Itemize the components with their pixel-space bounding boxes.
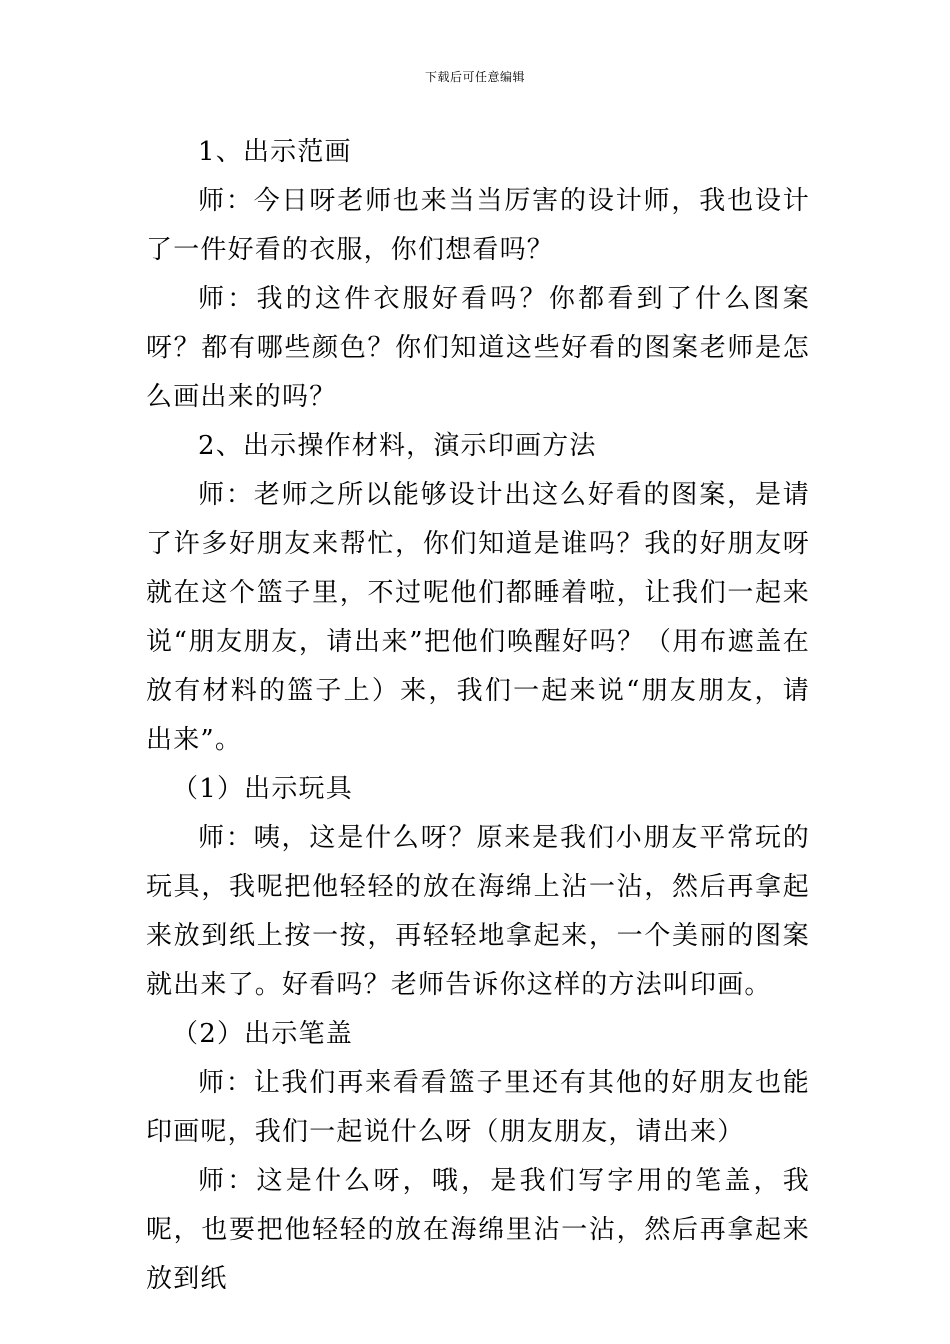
paragraph: 师：我的这件衣服好看吗？你都看到了什么图案呀？都有哪些颜色？你们知道这些好看的图案老师是怎么画出来的吗？ [146, 284, 810, 412]
subheading-show-toys: （1）出示玩具 [172, 774, 353, 804]
paragraph: 师：今日呀老师也来当当厉害的设计师，我也设计了一件好看的衣服，你们想看吗？ [146, 186, 810, 265]
subheading-show-pen-caps: （2）出示笔盖 [172, 1019, 353, 1049]
heading-show-sample: 1、出示范画 [198, 137, 352, 167]
heading-show-materials: 2、出示操作材料，演示印画方法 [198, 431, 597, 461]
page-header: 下载后可任意编辑 [424, 70, 525, 84]
paragraph: 师：咦，这是什么呀？原来是我们小朋友平常玩的玩具，我呢把他轻轻的放在海绵上沾一沾，然后再拿起来放到纸上按一按，再轻轻地拿起来，一个美丽的图案就出来了。好看吗？老师告诉你这样的方法叫印画。 [146, 823, 810, 1000]
paragraph: 师：让我们再来看看篮子里还有其他的好朋友也能印画呢，我们一起说什么呀（朋友朋友，请出来） [146, 1068, 810, 1147]
document-body [146, 128, 810, 1304]
paragraph: 师：老师之所以能够设计出这么好看的图案，是请了许多好朋友来帮忙，你们知道是谁吗？我的好朋友呀就在这个篮子里，不过呢他们都睡着啦，让我们一起来说“朋友朋友，请出来”把他们唤醒好吗？（用布遮盖在放有材料的篮子上）来，我们一起来说“朋友朋友，请出来”。 [146, 480, 810, 755]
paragraph: 师：这是什么呀，哦，是我们写字用的笔盖，我呢，也要把他轻轻的放在海绵里沾一沾，然后再拿起来放到纸 [146, 1166, 810, 1294]
